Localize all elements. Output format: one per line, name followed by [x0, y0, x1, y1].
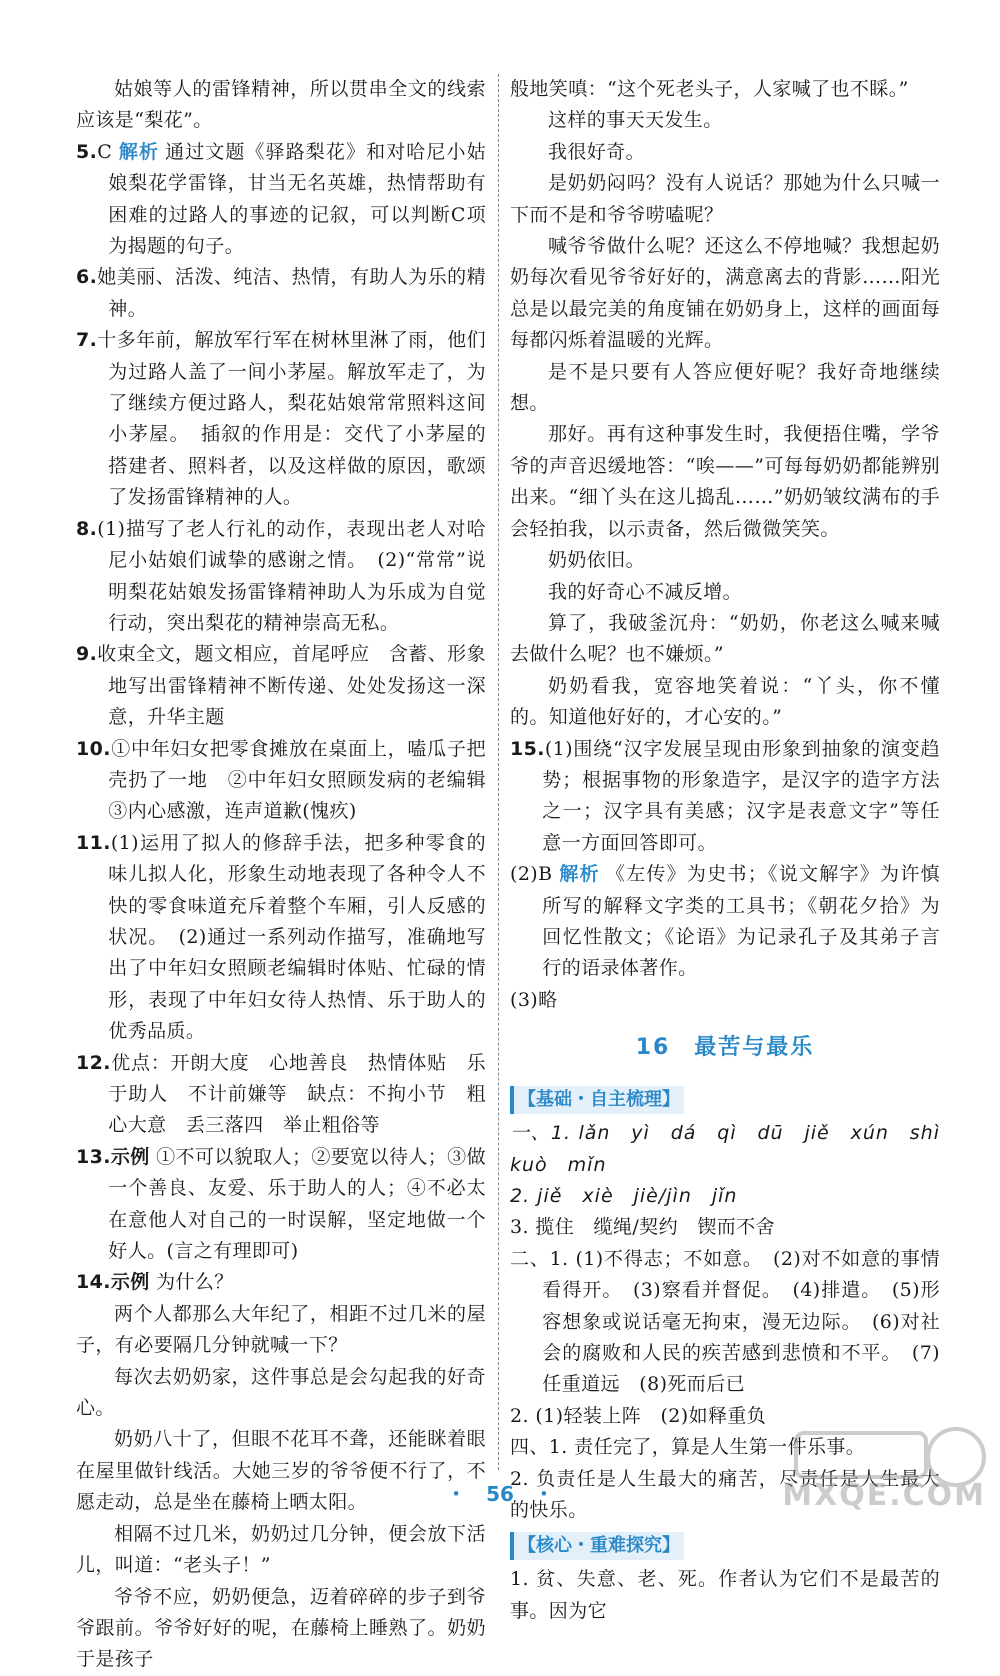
- item-number: 14.: [76, 1271, 111, 1294]
- answer-text: ①中年妇女把零食摊放在桌面上，嗑瓜子把壳扔了一地 ②中年妇女照顾发病的老编辑 ③内心感激，连声道歉(愧疚): [108, 737, 506, 823]
- answer-text: 收束全文，题文相应，首尾呼应 含蓄、形象地写出雷锋精神不断传递、处处发扬这一深意，升华主题: [97, 643, 486, 729]
- answer-text: (1)描写了老人行礼的动作，表现出老人对哈尼小姑娘们诚挚的感谢之情。 (2)“常常”说明梨花姑娘发扬雷锋精神助人为乐成为自觉行动，突出梨花的精神崇高无私。: [97, 517, 486, 634]
- answer-text: ①不可以貌取人；②要宽以待人；③做一个善良、友爱、乐于助人的人；④不必太在意他人对自己的一时误解，坚定地做一个好人。(言之有理即可): [108, 1145, 486, 1263]
- answer-text: 通过文题《驿路梨花》和对哈尼小姑娘梨花学雷锋，甘当无名英雄，热情帮助有困难的过路人的事迹的记叙，可以判断C项为揭题的句子。: [108, 140, 486, 258]
- answer-item: [76, 828, 486, 1048]
- paragraph: 是不是只要有人答应便好呢？我好奇地继续想。: [510, 360, 940, 415]
- answer-item: [76, 137, 486, 263]
- analysis-tag: 解析: [118, 140, 160, 163]
- paragraph: 两个人都那么大年纪了，相距不过几米的屋子，有必要隔几分钟就喊一下？: [76, 1302, 486, 1357]
- paragraph: 姑娘等人的雷锋精神，所以贯串全文的线索应该是“梨花”。: [76, 78, 486, 132]
- right-column: [510, 74, 961, 1627]
- answer-item: [76, 1142, 486, 1268]
- answer-line: 四、1. 责任完了，算是人生第一件乐事。: [510, 1436, 866, 1459]
- paragraph: 那好。再有这种事发生时，我便捂住嘴，学爷爷的声音迟缓地答：“唉——”可每每奶奶都能辨别出来。“细丫头在这儿捣乱……”奶奶皱纹满布的手会轻拍我，以示责备，然后微微笑笑。: [510, 423, 940, 540]
- answer-text: C: [97, 140, 113, 163]
- pinyin-line: 2. jiě xiè jiè/jìn jǐn: [510, 1185, 738, 1207]
- paragraph: 奶奶八十了，但眼不花耳不聋，还能眯着眼在屋里做针线活。大她三岁的爷爷便不行了，不愿走动，总是坐在藤椅上晒太阳。: [76, 1428, 486, 1514]
- answer-item: [76, 262, 486, 325]
- answer-item: [76, 325, 486, 513]
- answer-text: (1)围绕“汉字发展呈现由形象到抽象的演变趋势；根据事物的形象造字，是汉字的造字方法之一；汉字具有美感；汉字是表意文字”等任意一方面回答即可。: [542, 737, 940, 854]
- item-number: 11.: [76, 831, 111, 854]
- paragraph: 奶奶看我，宽容地笑着说：“丫头，你不懂的。知道他好好的，才心安的。”: [510, 674, 940, 729]
- answer-line: (3)略: [510, 988, 558, 1011]
- column-divider: [498, 74, 499, 1470]
- watermark-logo: [776, 1421, 986, 1513]
- paragraph: 相隔不过几米，奶奶过几分钟，便会放下活儿，叫道：“老头子！”: [76, 1522, 486, 1577]
- item-number: 8.: [76, 517, 98, 540]
- answer-item: [510, 734, 940, 860]
- answer-item: [510, 859, 940, 985]
- right-top-answers: [510, 74, 940, 1016]
- banner-basics: 【基础・自主梳理】: [510, 1086, 684, 1114]
- paragraph: 每次去奶奶家，这件事总是会勾起我的好奇心。: [76, 1365, 486, 1420]
- section-title: 16 最苦与最乐: [635, 1035, 815, 1061]
- paragraph: 我的好奇心不减反增。: [548, 580, 743, 603]
- answer-item: [76, 1267, 486, 1298]
- paragraph: 是奶奶闷吗？没有人说话？那她为什么只喊一下而不是和爷爷唠嗑呢？: [510, 172, 940, 226]
- answer-text: 优点：开朗大度 心地善良 热情体贴 乐于助人 不计前嫌等 缺点：不拘小节 粗心大意 丢三落四 举止粗俗等: [108, 1051, 486, 1137]
- answer-line: 2. 负责任是人生最大的痛苦，尽责任是人生最大的快乐。: [510, 1467, 940, 1522]
- paragraph: 这样的事天天发生。: [548, 109, 723, 132]
- item-number: 7.: [76, 329, 98, 352]
- answer-item: [76, 639, 486, 733]
- banner-core: 【核心・重难探究】: [510, 1532, 684, 1560]
- answer-line: 般地笑嗔：“这个死老头子，人家喊了也不睬。”: [510, 78, 909, 100]
- pinyin-line: 一、1. lǎn yì dá qì dū jiě xún shì kuò mǐn: [510, 1122, 961, 1176]
- answer-line: 2. (1)轻装上阵 (2)如释重负: [510, 1404, 767, 1427]
- answer-text: 她美丽、活泼、纯洁、热情，有助人为乐的精神。: [97, 266, 486, 320]
- paragraph: 我很好奇。: [548, 140, 646, 163]
- paragraph: 算了，我破釜沉舟：“奶奶，你老这么喊来喊去做什么呢？也不嫌烦。”: [510, 611, 940, 666]
- paragraph: 喊爷爷做什么呢？还这么不停地喊？我想起奶奶每次看见爷爷好好的，满意离去的背影……阳光总是以最完美的角度铺在奶奶身上，这样的画面每每都闪烁着温暖的光辉。: [510, 235, 940, 352]
- answer-item: [76, 514, 486, 640]
- item-number: 15.: [510, 737, 545, 760]
- last-line: 1. 贫、失意、老、死。作者认为它们不是最苦的事。因为它: [510, 1568, 940, 1622]
- answer-text: 十多年前，解放军行军在树林里淋了雨，他们为过路人盖了一间小茅屋。解放军走了，为了继续方便过路人，梨花姑娘常常照料这间小茅屋。 插叙的作用是：交代了小茅屋的搭建者、照料者，以及这样做的原因，歌颂了发扬雷锋精神的人。: [97, 329, 486, 509]
- answer-item: [76, 1048, 486, 1142]
- item-number: 9.: [76, 643, 98, 666]
- example-label: 示例: [110, 1271, 150, 1294]
- item-number: 10.: [76, 737, 111, 760]
- answer-line: 二、1. (1)不得志；不如意。 (2)对不如意的事情看得开。 (3)察看并督促。 (4)排遣。 (5)形容想象或说话毫无拘束，漫无边际。 (6)对社会的腐败和人民的疾苦感到悲愤和不平。 (7)任重道远 (8)死而后已: [510, 1247, 940, 1396]
- item-number: 5.: [76, 140, 98, 163]
- item-number: 12.: [76, 1051, 111, 1074]
- answer-line: 3. 揽住 缆绳/契约 锲而不舍: [510, 1216, 775, 1239]
- answer-text: (1)运用了拟人的修辞手法，把多种零食的味儿拟人化，形象生动地表现了各种令人不快的零食味道充斥着整个车厢，引人反感的状况。 (2)通过一系列动作描写，准确地写出了中年妇女照顾老编辑时体贴、忙碌的情形，表现了中年妇女待人热情、乐于助人的优秀品质。: [108, 831, 486, 1043]
- item-number: 13.: [76, 1145, 111, 1168]
- watermark-text: MXQE.COM: [782, 1478, 986, 1513]
- answer-text: 《左传》为史书；《说文解字》为许慎所写的解释文字类的工具书；《朝花夕拾》为回忆性散文；《论语》为记录孔子及其弟子言行的语录体著作。: [542, 863, 940, 980]
- answer-text: 为什么？: [149, 1271, 234, 1294]
- item-number: 6.: [76, 266, 98, 289]
- example-label: 示例: [110, 1145, 150, 1168]
- page-number: ・ 56 ・: [446, 1482, 554, 1506]
- analysis-tag: 解析: [558, 863, 600, 886]
- paragraph: 奶奶依旧。: [548, 549, 646, 572]
- answer-text: (2)B: [510, 863, 553, 886]
- answer-item: [76, 734, 506, 828]
- paragraph: 爷爷不应，奶奶便急，迈着碎碎的步子到爷爷跟前。爷爷好好的呢，在藤椅上睡熟了。奶奶于是孩子: [76, 1585, 486, 1671]
